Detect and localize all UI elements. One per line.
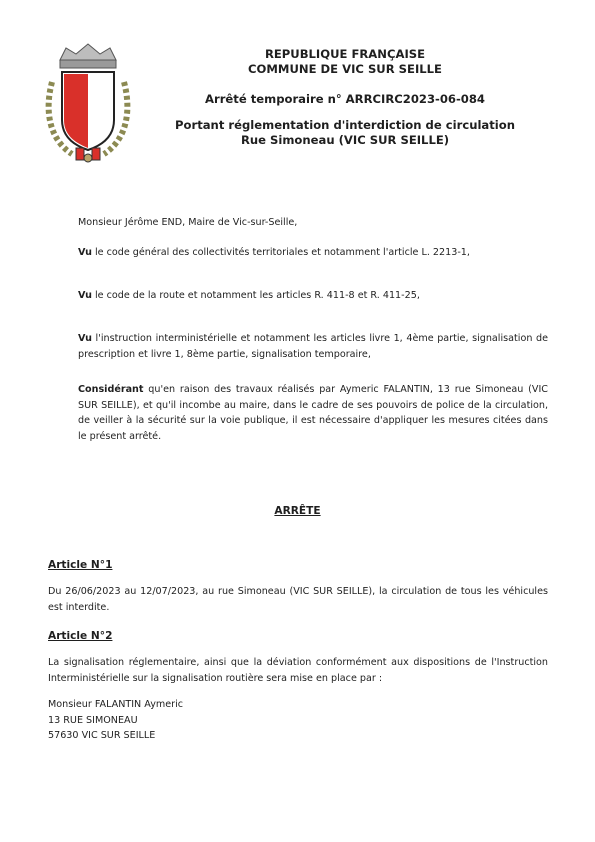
commune-title: COMMUNE DE VIC SUR SEILLE [248,62,442,76]
subject-line-2: Rue Simoneau (VIC SUR SEILLE) [240,133,450,147]
mayor-line: Monsieur Jérôme END, Maire de Vic-sur-Seille, [78,217,298,228]
article-1-title: Article N°1 [48,559,113,571]
arrete-heading: ARRÊTE [274,505,321,517]
arrete-reference: Arrêté temporaire n° ARRCIRC2023-06-084 [205,92,485,106]
considerant-paragraph [78,382,548,444]
address-line: 13 RUE SIMONEAU [48,714,138,726]
vu-text: le code général des collectivités territoriales et notamment l'article L. 2213-1, [91,247,470,258]
vu-label: Vu [78,333,92,344]
republic-title: REPUBLIQUE FRANÇAISE [264,47,426,61]
vu-text: le code de la route et notamment les articles R. 411-8 et R. 411-25, [91,290,420,301]
article-1-text: Du 26/06/2023 au 12/07/2023, au rue Simoneau (VIC SUR SEILLE), la circulation de tous les véhicules est interdite. [48,586,548,613]
vu-paragraph-3 [78,331,548,362]
considerant-label: Considérant [78,384,144,395]
coat-of-arms-logo [42,42,134,166]
subject-line-1: Portant réglementation d'interdiction de circulation [175,118,515,132]
article-2-text: La signalisation réglementaire, ainsi que la déviation conformément aux dispositions de l'Instruction Interministérielle sur la signalisation routière sera mise en place par : [48,657,548,684]
contractor-address [48,697,183,744]
article-2-title: Article N°2 [48,630,113,642]
vu-label: Vu [78,247,92,258]
subject-block [160,118,530,148]
address-line: Monsieur FALANTIN Aymeric [48,699,184,710]
vu-paragraph-1 [78,245,548,261]
vu-text: l'instruction interministérielle et notamment les articles livre 1, 4ème partie, signalisation de prescription et livre 1, 8ème partie, signalisation temporaire, [78,333,548,360]
vu-label: Vu [78,290,92,301]
considerant-text: qu'en raison des travaux réalisés par Aymeric FALANTIN, 13 rue Simoneau (VIC SUR SEILLE), et qu'il incombe au maire, dans le cadre de ses pouvoirs de police de la circulation, de veiller à la sécurité sur la voie publique, il est nécessaire d'appliquer les mesures citées dans le présent arrêté. [78,384,548,442]
address-line: 57630 VIC SUR SEILLE [48,730,156,741]
vu-paragraph-2 [78,288,548,304]
header-title-block [160,47,530,77]
